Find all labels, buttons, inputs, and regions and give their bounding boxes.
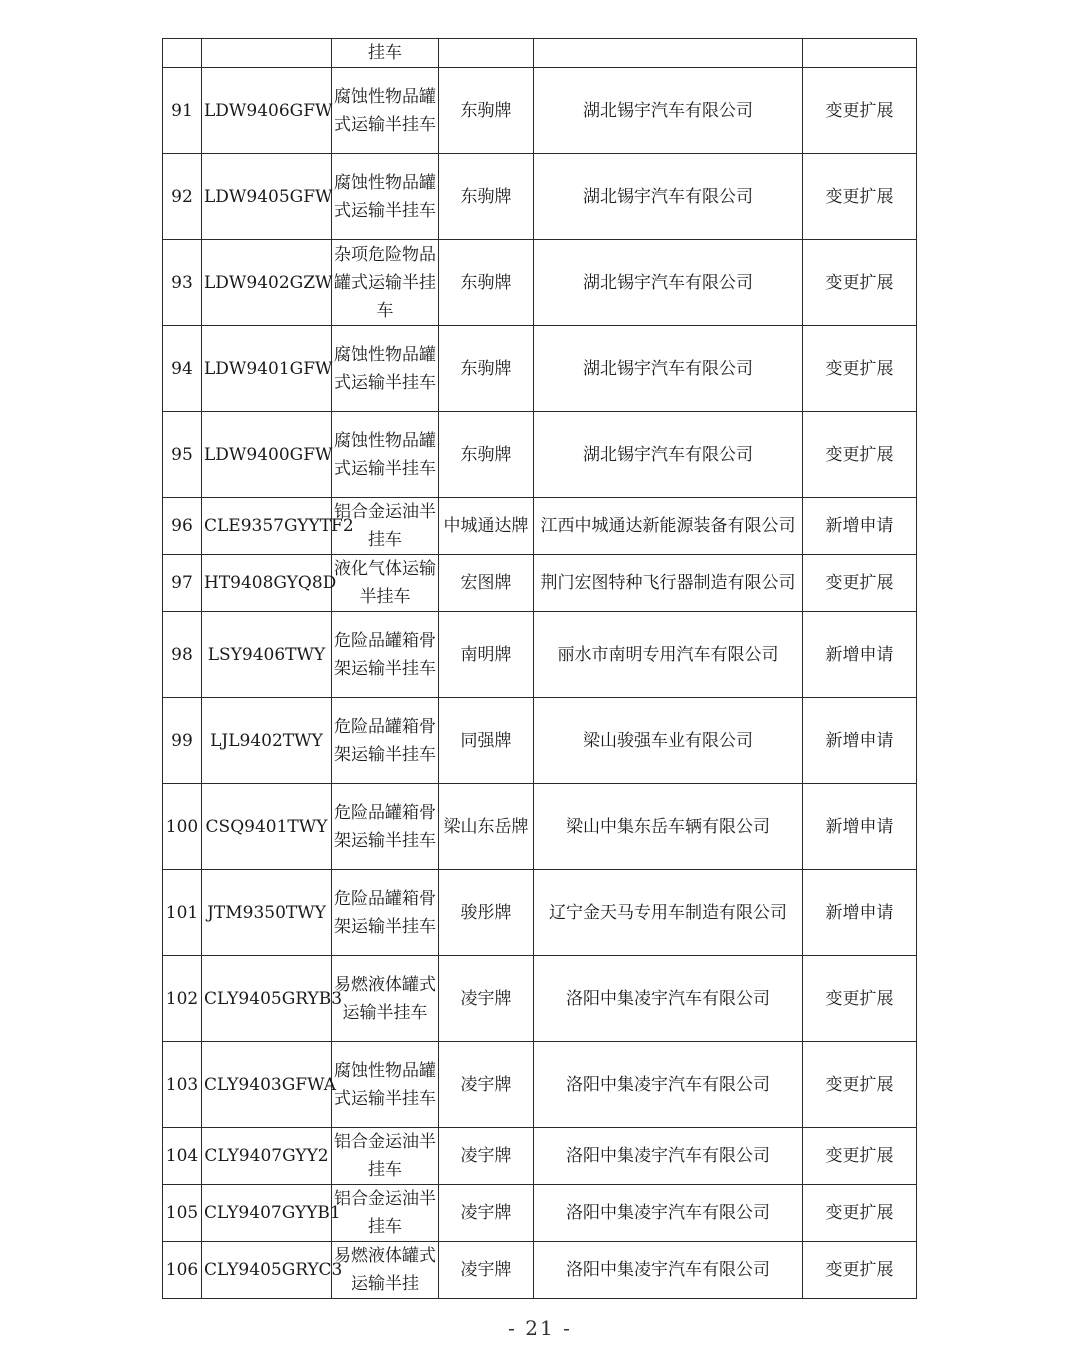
table-row [163,1242,917,1299]
vehicle-brand: 凌宇牌 [439,1242,534,1299]
vehicle-name: 杂项危险物品罐式运输半挂车 [332,240,439,326]
application-type: 变更扩展 [803,240,917,326]
row-number: 103 [163,1042,202,1128]
manufacturer: 湖北锡宇汽车有限公司 [534,68,803,154]
vehicle-brand: 梁山东岳牌 [439,784,534,870]
vehicle-model: LSY9406TWY [202,612,332,698]
vehicle-name: 危险品罐箱骨架运输半挂车 [332,870,439,956]
application-type: 变更扩展 [803,412,917,498]
table-row [163,1185,917,1242]
vehicle-brand: 南明牌 [439,612,534,698]
vehicle-model: LDW9401GFW [202,326,332,412]
table-row [163,326,917,412]
table-row [163,68,917,154]
vehicle-name: 铝合金运油半挂车 [332,1185,439,1242]
application-type: 变更扩展 [803,154,917,240]
table-row [163,698,917,784]
vehicle-brand: 宏图牌 [439,555,534,612]
vehicle-brand: 同强牌 [439,698,534,784]
manufacturer: 洛阳中集凌宇汽车有限公司 [534,1042,803,1128]
vehicle-model: CLE9357GYYTF2 [202,498,332,555]
row-number: 96 [163,498,202,555]
vehicle-name: 腐蚀性物品罐式运输半挂车 [332,326,439,412]
manufacturer: 洛阳中集凌宇汽车有限公司 [534,1185,803,1242]
row-number: 105 [163,1185,202,1242]
vehicle-model: CLY9403GFWA [202,1042,332,1128]
vehicle-name: 易燃液体罐式运输半挂车 [332,956,439,1042]
application-type: 变更扩展 [803,1185,917,1242]
row-number: 106 [163,1242,202,1299]
application-type: 变更扩展 [803,68,917,154]
application-type: 新增申请 [803,612,917,698]
application-type: 变更扩展 [803,1042,917,1128]
application-type: 新增申请 [803,784,917,870]
vehicle-name: 腐蚀性物品罐式运输半挂车 [332,412,439,498]
manufacturer: 洛阳中集凌宇汽车有限公司 [534,956,803,1042]
table-row [163,1042,917,1128]
vehicle-brand: 凌宇牌 [439,1185,534,1242]
vehicle-name: 危险品罐箱骨架运输半挂车 [332,784,439,870]
row-number: 102 [163,956,202,1042]
row-number: 104 [163,1128,202,1185]
manufacturer: 荆门宏图特种飞行器制造有限公司 [534,555,803,612]
table-row [163,240,917,326]
table-row [163,612,917,698]
table-row [163,555,917,612]
application-type: 变更扩展 [803,1128,917,1185]
application-type: 变更扩展 [803,555,917,612]
row-number: 91 [163,68,202,154]
vehicle-model: HT9408GYQ8D [202,555,332,612]
row-number: 94 [163,326,202,412]
row-number: 93 [163,240,202,326]
vehicle-model [202,39,332,68]
manufacturer: 湖北锡宇汽车有限公司 [534,412,803,498]
manufacturer: 洛阳中集凌宇汽车有限公司 [534,1242,803,1299]
row-number: 100 [163,784,202,870]
vehicle-name: 腐蚀性物品罐式运输半挂车 [332,68,439,154]
table-row [163,39,917,68]
manufacturer: 湖北锡宇汽车有限公司 [534,326,803,412]
vehicle-model: CLY9407GYYB1 [202,1185,332,1242]
vehicle-brand: 凌宇牌 [439,1042,534,1128]
vehicle-name: 挂车 [332,39,439,68]
vehicle-model: JTM9350TWY [202,870,332,956]
table-row [163,154,917,240]
vehicle-name: 铝合金运油半挂车 [332,498,439,555]
page-number: - 21 - [508,1316,572,1340]
row-number: 98 [163,612,202,698]
vehicle-name: 腐蚀性物品罐式运输半挂车 [332,154,439,240]
table-row [163,412,917,498]
manufacturer: 湖北锡宇汽车有限公司 [534,240,803,326]
vehicle-model: CSQ9401TWY [202,784,332,870]
application-type: 新增申请 [803,498,917,555]
vehicle-model: LDW9402GZW [202,240,332,326]
manufacturer: 洛阳中集凌宇汽车有限公司 [534,1128,803,1185]
manufacturer: 江西中城通达新能源装备有限公司 [534,498,803,555]
row-number: 97 [163,555,202,612]
vehicle-model: LJL9402TWY [202,698,332,784]
vehicle-model: CLY9407GYY2 [202,1128,332,1185]
table-row [163,870,917,956]
manufacturer: 梁山中集东岳车辆有限公司 [534,784,803,870]
vehicle-brand: 东驹牌 [439,154,534,240]
table-row [163,1128,917,1185]
application-type: 变更扩展 [803,956,917,1042]
vehicle-brand: 凌宇牌 [439,956,534,1042]
application-type: 新增申请 [803,698,917,784]
vehicle-brand: 东驹牌 [439,68,534,154]
vehicle-brand: 骏彤牌 [439,870,534,956]
vehicle-name: 液化气体运输半挂车 [332,555,439,612]
vehicle-model: LDW9405GFW [202,154,332,240]
application-type: 新增申请 [803,870,917,956]
vehicle-brand: 凌宇牌 [439,1128,534,1185]
table-row [163,784,917,870]
manufacturer: 辽宁金天马专用车制造有限公司 [534,870,803,956]
vehicle-name: 腐蚀性物品罐式运输半挂车 [332,1042,439,1128]
manufacturer: 湖北锡宇汽车有限公司 [534,154,803,240]
row-number: 95 [163,412,202,498]
table-row [163,956,917,1042]
vehicle-model: LDW9400GFW [202,412,332,498]
vehicle-brand [439,39,534,68]
manufacturer: 丽水市南明专用汽车有限公司 [534,612,803,698]
row-number: 92 [163,154,202,240]
vehicle-catalog-table [162,38,917,1299]
vehicle-name: 易燃液体罐式运输半挂 [332,1242,439,1299]
vehicle-model: CLY9405GRYB3 [202,956,332,1042]
vehicle-name: 危险品罐箱骨架运输半挂车 [332,612,439,698]
manufacturer: 梁山骏强车业有限公司 [534,698,803,784]
manufacturer [534,39,803,68]
application-type: 变更扩展 [803,1242,917,1299]
vehicle-brand: 中城通达牌 [439,498,534,555]
row-number [163,39,202,68]
vehicle-brand: 东驹牌 [439,240,534,326]
vehicle-model: LDW9406GFW [202,68,332,154]
row-number: 101 [163,870,202,956]
vehicle-brand: 东驹牌 [439,326,534,412]
vehicle-model: CLY9405GRYC3 [202,1242,332,1299]
application-type: 变更扩展 [803,326,917,412]
vehicle-brand: 东驹牌 [439,412,534,498]
vehicle-name: 危险品罐箱骨架运输半挂车 [332,698,439,784]
vehicle-name: 铝合金运油半挂车 [332,1128,439,1185]
table-row [163,498,917,555]
application-type [803,39,917,68]
table-body [163,39,917,1299]
row-number: 99 [163,698,202,784]
